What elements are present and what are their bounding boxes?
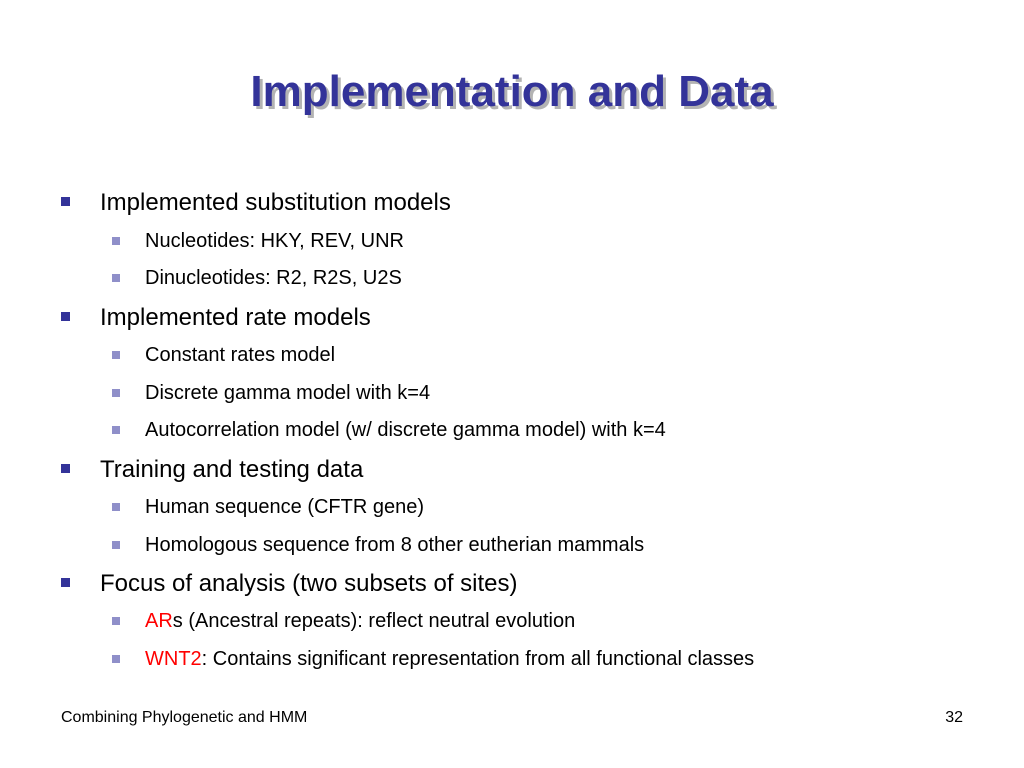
sub-list-item-label: Dinucleotides: R2, R2S, U2S (145, 267, 402, 289)
square-bullet-icon (112, 503, 120, 511)
highlighted-term: WNT2 (145, 648, 202, 670)
list-item-label: Implemented rate models (100, 304, 371, 331)
list-item-label: Focus of analysis (two subsets of sites) (100, 570, 518, 597)
list-item-label: Implemented substitution models (100, 189, 451, 216)
square-bullet-icon (61, 197, 70, 206)
slide-title: Implementation and Data (250, 67, 774, 116)
sub-list-item-label: Discrete gamma model with k=4 (145, 382, 431, 404)
square-bullet-icon (112, 617, 120, 625)
sub-list-item-rest: s (Ancestral repeats): reflect neutral evolution (172, 610, 576, 632)
square-bullet-icon (112, 541, 120, 549)
square-bullet-icon (61, 578, 70, 587)
sub-list-item-label: Nucleotides: HKY, REV, UNR (145, 230, 405, 252)
sub-list-item-label: Homologous sequence from 8 other eutherian mammals (145, 534, 645, 556)
sub-list-item-label: Autocorrelation model (w/ discrete gamma model) with k=4 (145, 419, 666, 441)
page-number: 32 (945, 709, 963, 726)
sub-list-item-label (145, 609, 575, 633)
square-bullet-icon (112, 389, 120, 397)
highlighted-term: AR (145, 610, 173, 632)
sub-list-item-label: Human sequence (CFTR gene) (145, 496, 425, 518)
square-bullet-icon (112, 655, 120, 663)
square-bullet-icon (61, 312, 70, 321)
sub-list-item-rest: : Contains significant representation from all functional classes (201, 648, 755, 670)
square-bullet-icon (112, 426, 120, 434)
sub-list-item-label (145, 647, 754, 671)
footer-text: Combining Phylogenetic and HMM (61, 709, 308, 726)
list-item-label: Training and testing data (100, 456, 364, 483)
square-bullet-icon (112, 351, 120, 359)
sub-list-item-label: Constant rates model (145, 344, 336, 366)
square-bullet-icon (61, 464, 70, 473)
square-bullet-icon (112, 237, 120, 245)
square-bullet-icon (112, 274, 120, 282)
